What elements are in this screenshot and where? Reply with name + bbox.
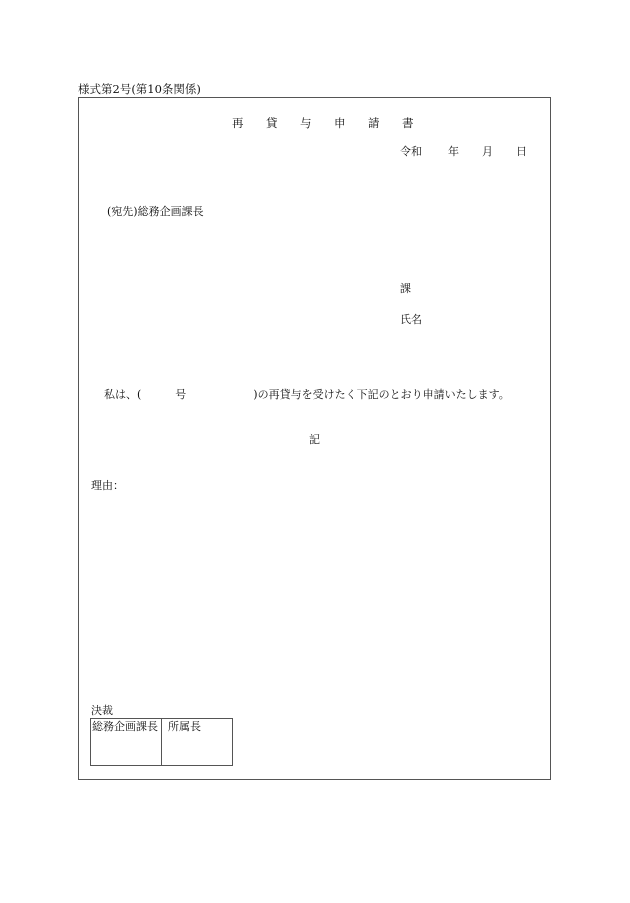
addressee: (宛先)総務企画課長	[107, 205, 204, 218]
approval-table	[90, 718, 233, 766]
title-char: 与	[300, 116, 312, 130]
reason-label: 理由：	[91, 479, 124, 492]
application-statement	[104, 389, 510, 400]
approval-cell-general-affairs	[91, 719, 162, 766]
date-month: 月	[482, 145, 493, 158]
statement-part2: )の再貸与を受けたく下記のとおり申請いたします。	[253, 388, 510, 401]
statement-number-label: 号	[175, 388, 187, 401]
approval-cell-supervisor	[162, 719, 233, 766]
title-char: 貸	[266, 116, 278, 130]
ki-heading: 記	[309, 433, 320, 446]
applicant-name-label: 氏名	[400, 313, 422, 326]
applicant-dept-label: 課	[400, 282, 411, 295]
form-number-label: 様式第2号(第10条関係)	[78, 82, 201, 96]
approval-header: 総務企画課長	[92, 720, 158, 733]
title-char: 申	[334, 116, 346, 130]
date-year: 年	[448, 145, 459, 158]
title-char: 請	[368, 116, 380, 130]
document-title	[232, 118, 436, 130]
approval-header: 所属長	[168, 720, 201, 733]
statement-part1: 私は、(	[104, 388, 142, 401]
title-char: 再	[232, 116, 244, 130]
date-day: 日	[516, 145, 527, 158]
date-era: 令和	[400, 145, 422, 158]
title-char: 書	[402, 116, 414, 130]
approval-label: 決裁	[91, 704, 113, 717]
